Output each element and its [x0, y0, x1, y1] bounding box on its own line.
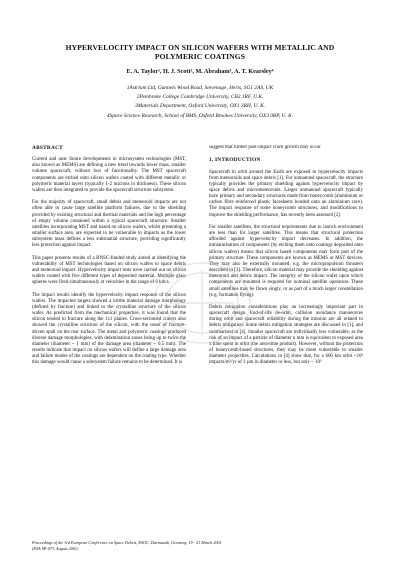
- abstract-heading: ABSTRACT: [32, 145, 63, 151]
- introduction-heading: 1. INTRODUCTION: [209, 157, 261, 164]
- affiliation-1: 1Astrium Ltd, Gunnels Wood Road, Stevenage, Herts, SG1 2AS, UK: [126, 85, 274, 91]
- affiliation-3: 3Materials Department, Oxford University, OX1 3RH, U. K.: [134, 103, 266, 110]
- footer-line-1: Proceedings of the 3rd European Conference on Space Debris, ESOC, Darmstadt, Germany, 19 - 21 March 2001: [32, 540, 222, 545]
- proceedings-footer: [32, 540, 372, 552]
- paper-title: [40, 43, 360, 61]
- affiliation-4: 4Space Science Research, School of BMS, Oxford Brookes University, OX3 0BP, U. K.: [106, 112, 294, 119]
- paper-title-line-2: POLYMERIC COATINGS: [154, 52, 246, 61]
- footer-line-2: (ESA SP-473, August 2001): [32, 546, 79, 551]
- right-column: [209, 145, 363, 540]
- left-column: [32, 145, 186, 540]
- introduction-paragraph-2: For smaller satellites, the structural requirements due to launch environment are less than for larger satellites. This means that structural protection afforded against hypervelocity impact decreases. In addition, the miniaturisation of components (by etching them onto coatings deposited onto silicon wafers) means that silicon based components may form part of the primary structure. These components are known as MEMS or MST devices. They may also be externally mounted, e.g. the micropropulsion thrusters described in [3]. Therefore, silicon material may provide the shielding against meteoroid and debris impact. The integrity of the silicon wafer upon which components are mounted is required for nominal satellite operation. These small satellites may be flown singly, or as part of a much larger constellation (e.g. formation flying).: [209, 224, 363, 298]
- affiliation-list: [40, 84, 360, 121]
- author-list: E. A. Taylor¹, H. J. Scott², M. Abraham³, A. T. Kearsley⁴: [126, 68, 274, 75]
- paper-title-line-1: HYPERVELOCITY IMPACT ON SILICON WAFERS WITH METALLIC AND: [65, 43, 335, 52]
- abstract-paragraph-2: For the majority of spacecraft, small debris and meteoroid impacts are not often able to cause large satellite platform failures, due to the shielding provided by existing structural and thermal materials and the high percentage of empty volume contained within a typical spacecraft structure. Smaller satellites incorporating MST and based on silicon wafers, whilst presenting a smaller surface area, are expected to be vulnerable to impacts as the lower subsystem mass defines a less substantial structure, providing significantly less protection against impact.: [32, 200, 186, 249]
- abstract-paragraph-1: Current and near future developments in microsystem technologies (MST, also known as MEMS) are defining a new trend towards lower mass, smaller volume spacecraft, without loss of functionality. The MST spacecraft components are etched onto silicon wafers coated with different metallic or polymeric material layers (typically 1-2 microns in thickness). These silicon wafers are then integrated to provide the spacecraft structure subsystem.: [32, 157, 186, 193]
- introduction-paragraph-3: Debris mitigation considerations play an increasingly important part in spacecraft design. End-of-life de-orbit, collision avoidance manoeuvres during orbit and spacecraft reliability during the mission are all related to debris mitigation. Some debris mitigation strategies are discussed in [1], and summarised in [4]. Smaller spacecraft are individually less vulnerable, as the risk of an impact of a particle of diameter n mm is equivalent to exposed area x time spent in orbit (the area-time product). However, without the protection of honeycomb-based structures, they may be more vulnerable to smaller diameter projectiles. Calculations in [4] show that, for a 600 km orbit ~10³ impacts/m²/yr of 1 µm in diameter or less, but only ~ 10³: [209, 305, 363, 366]
- abstract-continuation: suggest that further post-impact crack growth may occur: [209, 145, 321, 150]
- introduction-paragraph-1: Spacecraft in orbit around the Earth are exposed to hypervelocity impacts from meteoroids and space debris [1]. For unmanned spacecraft, the structure typically provides the primary shielding against hypervelocity impact by space debris and micrometeoroids. Larger unmanned spacecraft typically have primary and secondary structures made from honeycomb (aluminium or carbon fibre reinforced plastic facesheets bonded onto an aluminium core). The impact response of some honeycomb structures, and modifications to improve the shielding performance, has recently been assessed [2].: [209, 169, 363, 218]
- abstract-paragraph-3: This paper presents results of a BNSC-funded study aimed at identifying the vulnerability of MST technologies based on silicon wafers to space debris and meteoroid impact. Hypervelocity impact tests were carried out on silicon wafers coated with five different types of deposited material. Multiple glass spheres were fired simultaneously at velocities in the range of 6 km/s.: [32, 255, 186, 286]
- abstract-paragraph-4: The impact results identify the hypervelocity impact response of the silicon wafers. The impacted targets showed a brittle material damage morphology (defined by fracture) and linked to the crystalline structure of the silicon wafer. As predicted from the mechanical properties, it was found that the silicon tended to fracture along the 111 planes. Cross-sectioned craters also showed the crystalline structure of the silicon, with the onset of fracture-driven spall on the rear surface. The metal and polymeric coatings produced diverse damage morphologies, with delamination zones being up to twice the diameter (diameter ~ 1 mm) of the damage area (diameter ~ 0.5 mm). The results indicate that impact on silicon wafers will define a large damage area and failure modes of the coatings are dependent on the coating type. Whether this damage would cause a subsystem failure remains to be determined. It is: [32, 292, 186, 366]
- affiliation-2: 2Pembroke College Cambridge University, CB2 1RF, U.K.: [136, 94, 264, 101]
